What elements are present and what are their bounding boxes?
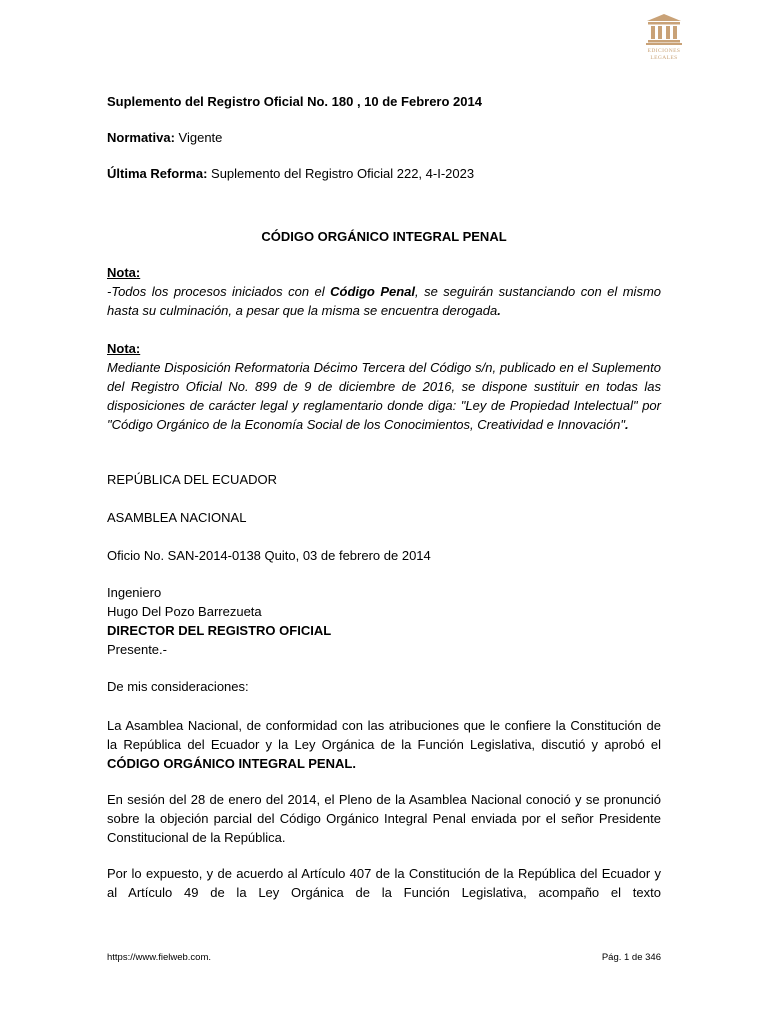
reforma-value: Suplemento del Registro Oficial 222, 4-I-2023: [207, 166, 475, 181]
logo-line-2: LEGALES: [650, 54, 678, 61]
logo-line-1: EDICIONES: [647, 48, 681, 54]
note-2-text-a: Mediante Disposición Reformatoria Décimo Tercera del Código s/n, publicado en el Suplemento del Registro Oficial No. 899 de 9 de diciembre de 2016, se dispone sustituir en todas las disposiciones de carácter legal y reglamentario donde diga: "Ley de Propiedad Intelectual" por "Código Orgánico de la Economía Social de los Conocimientos, Creatividad e Innovación": [107, 360, 661, 432]
greeting-line: De mis consideraciones:: [107, 679, 249, 694]
paragraph-1-bold: CÓDIGO ORGÁNICO INTEGRAL PENAL.: [107, 756, 356, 771]
reforma-label: Última Reforma:: [107, 166, 208, 181]
footer-url: https://www.fielweb.com.: [107, 952, 212, 963]
paragraph-2: En sesión del 28 de enero del 2014, el Pleno de la Asamblea Nacional conoció y se pronunció sobre la objeción parcial del Código Orgánico Integral Penal enviada por el señor Presidente Constitucional de la República.: [107, 792, 661, 845]
presente-line: Presente.-: [107, 642, 167, 657]
recipient-title: Ingeniero: [107, 585, 162, 600]
normativa-label: Normativa:: [107, 130, 175, 145]
republic-heading: REPÚBLICA DEL ECUADOR: [107, 472, 278, 487]
note-1-text-a: -Todos los procesos iniciados con el: [107, 284, 331, 299]
paragraph-3: Por lo expuesto, y de acuerdo al Artículo 407 de la Constitución de la República del Ecuador y al Artículo 49 de la Ley Orgánica de la Función Legislativa, acompaño el texto: [107, 866, 661, 900]
publication-header: Suplemento del Registro Oficial No. 180 , 10 de Febrero 2014: [107, 94, 482, 109]
columns-building-icon: [644, 12, 684, 46]
normativa-line: [107, 128, 661, 147]
oficio-line: Oficio No. SAN-2014-0138 Quito, 03 de febrero de 2014: [107, 548, 431, 563]
note-1-label: Nota:: [107, 265, 141, 280]
paragraph-1-text: La Asamblea Nacional, de conformidad con las atribuciones que le confiere la Constitución de la República del Ecuador y la Ley Orgánica de la Función Legislativa, discutió y aprobó el: [107, 718, 661, 752]
note-1-text: [107, 282, 661, 320]
page-number: Pág. 1 de 346: [601, 952, 661, 963]
recipient-name: Hugo Del Pozo Barrezueta: [107, 604, 262, 619]
normativa-value: Vigente: [174, 130, 223, 145]
note-2-text: [107, 358, 661, 434]
note-1-text-b: , se seguirán sustanciando con el mismo hasta su culminación, a pesar que la misma se encuentra derogada: [107, 284, 662, 318]
note-2-end: .: [624, 417, 629, 432]
note-2-label: Nota:: [107, 341, 141, 356]
logo-text: [648, 48, 681, 61]
document-body: [107, 92, 661, 902]
document-title: CÓDIGO ORGÁNICO INTEGRAL PENAL: [261, 229, 507, 244]
publisher-logo: [628, 12, 700, 74]
recipient-position: DIRECTOR DEL REGISTRO OFICIAL: [107, 623, 332, 638]
assembly-heading: ASAMBLEA NACIONAL: [107, 510, 247, 525]
note-1-end: .: [497, 303, 501, 318]
reforma-line: [107, 164, 661, 183]
page-footer: [107, 952, 661, 963]
paragraph-1: [107, 716, 661, 773]
note-1-bold: Código Penal: [330, 284, 416, 299]
